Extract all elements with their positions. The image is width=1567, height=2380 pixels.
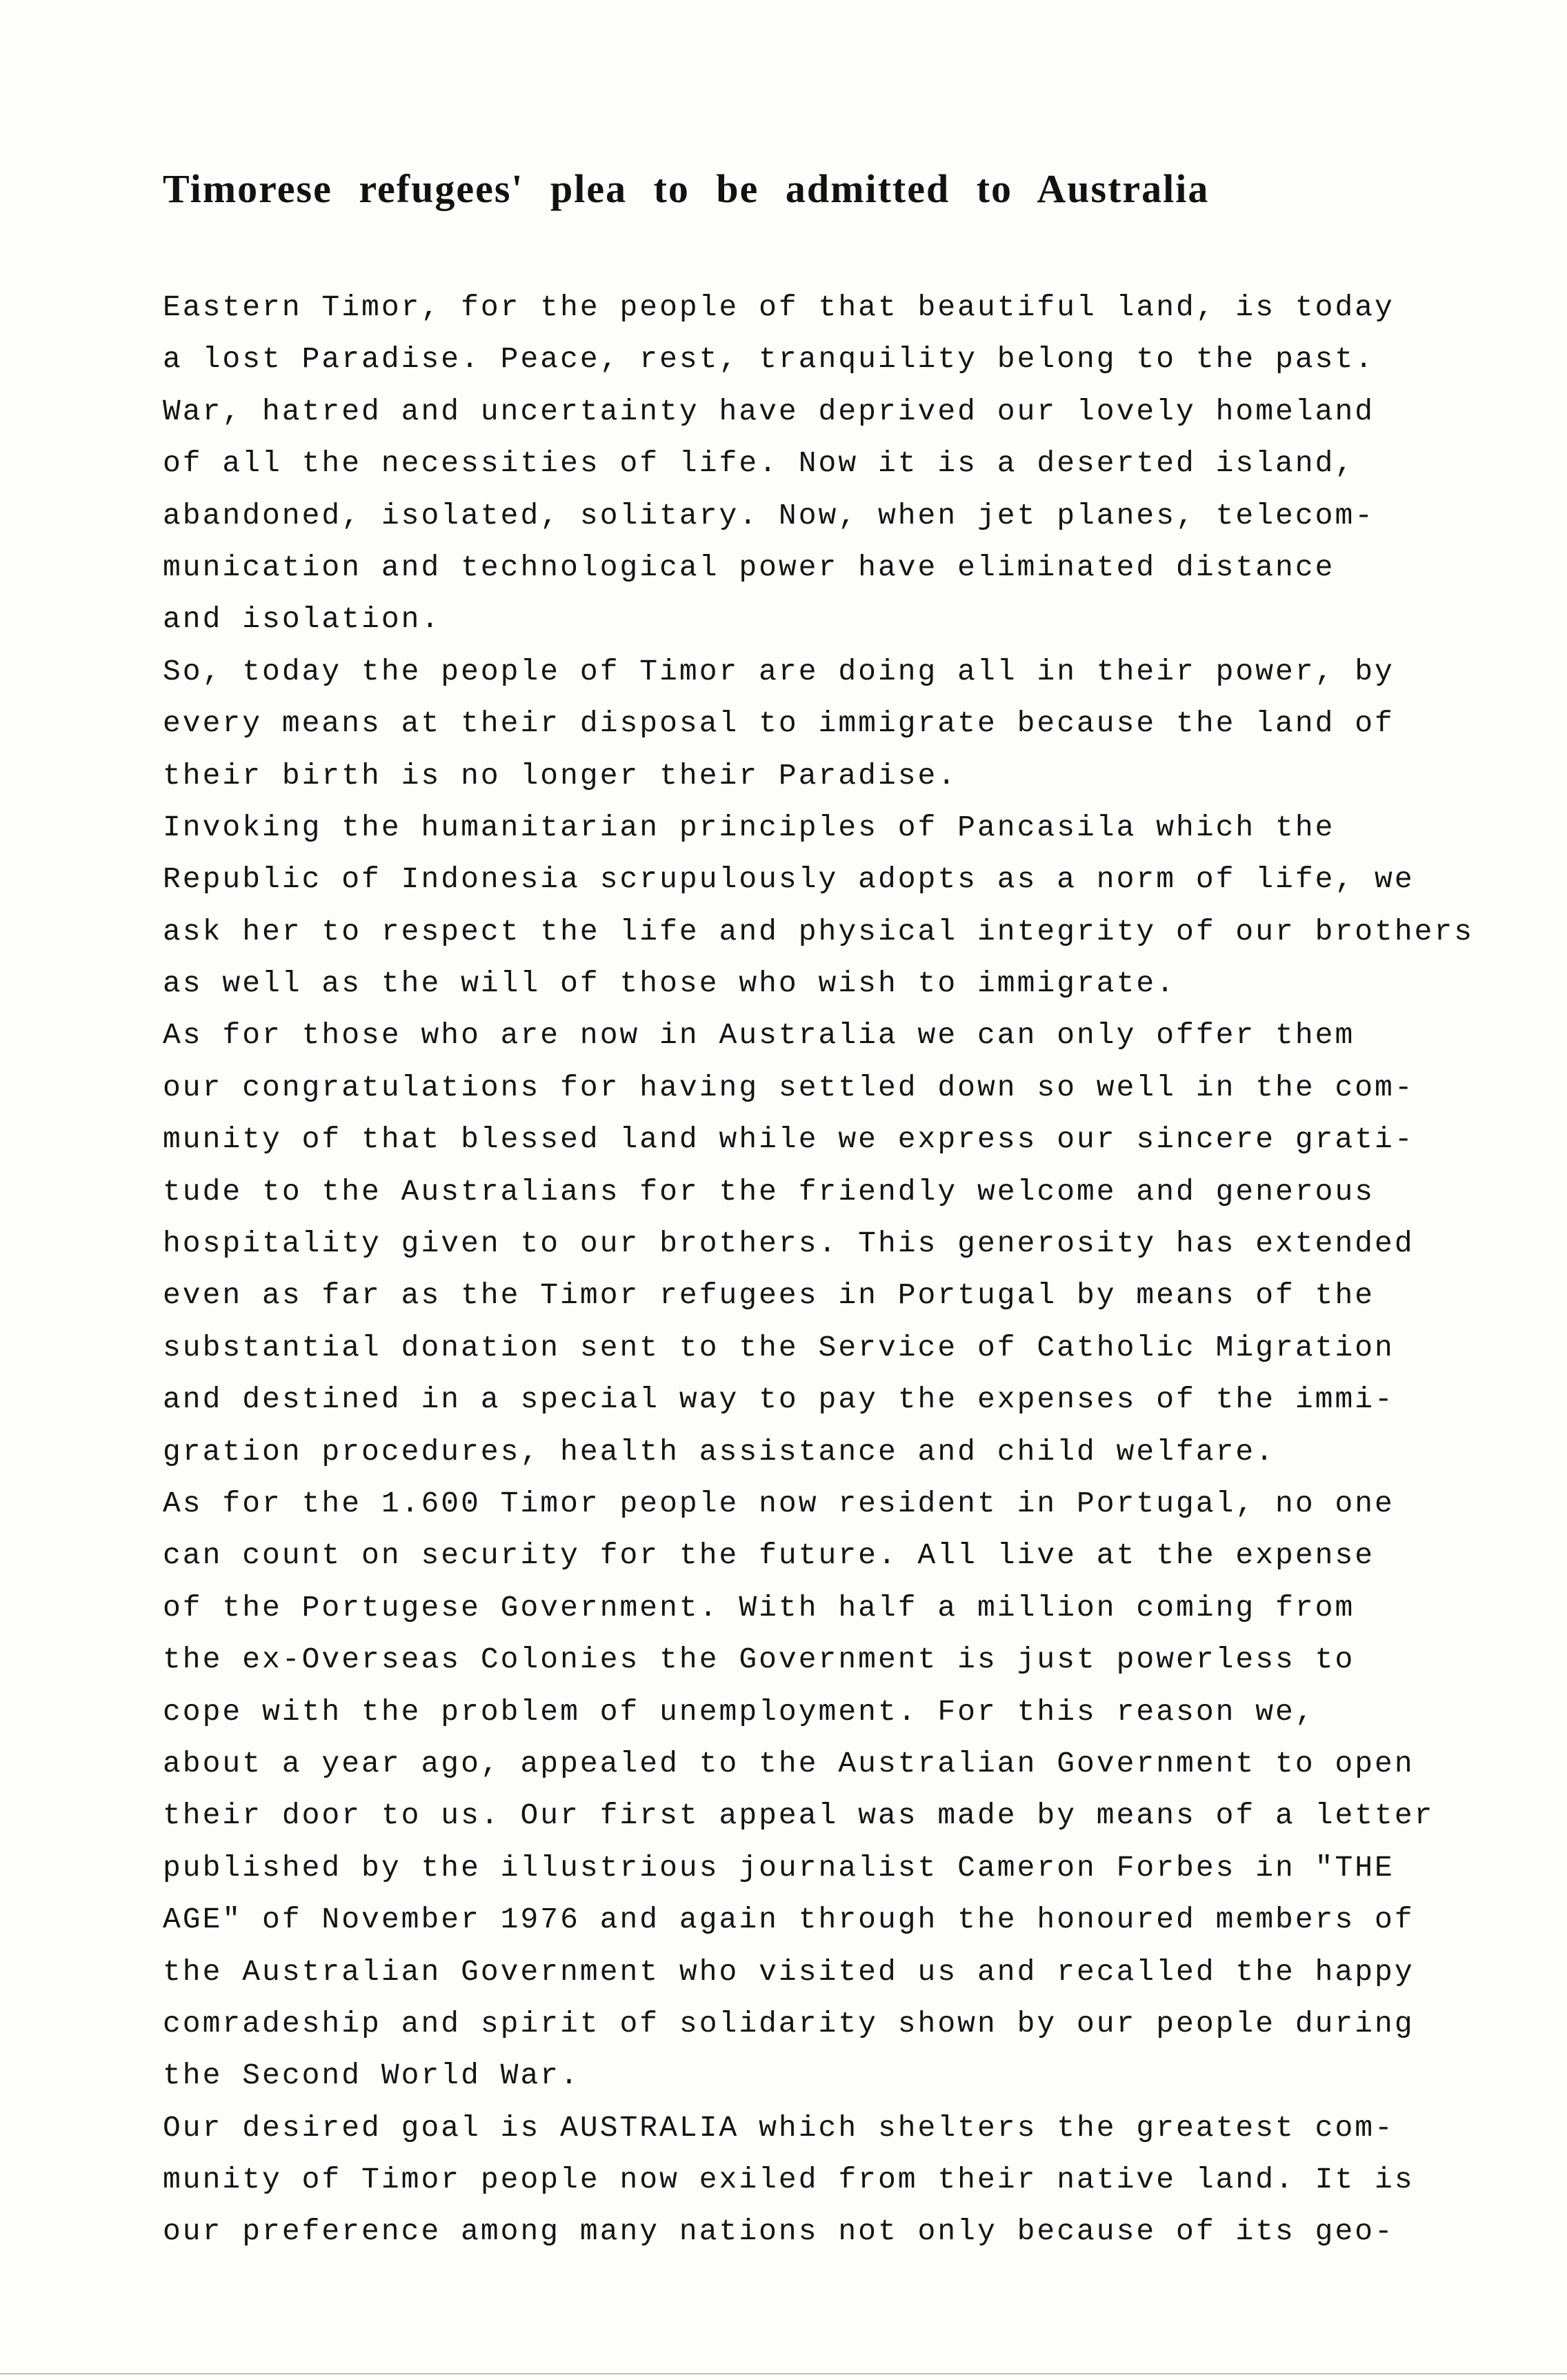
text-line: of all the necessities of life. Now it is a deserted island, [163, 446, 1355, 481]
text-line: every means at their disposal to immigrate because the land of [163, 706, 1395, 741]
text-line: the Australian Government who visited us and recalled the happy [163, 1954, 1415, 1989]
text-line: can count on security for the future. All live at the expense [163, 1538, 1375, 1573]
text-line: AGE" of November 1976 and again through the honoured members of [163, 1903, 1415, 1937]
text-line: the ex-Overseas Colonies the Government is just powerless to [163, 1643, 1355, 1677]
text-line: Our desired goal is AUSTRALIA which shelters the greatest com- [163, 2110, 1395, 2145]
text-line: our congratulations for having settled down so well in the com- [163, 1070, 1415, 1104]
text-line: substantial donation sent to the Service of Catholic Migration [163, 1330, 1395, 1365]
bottom-edge-rule [0, 2373, 1567, 2374]
text-line: of the Portugese Government. With half a million coming from [163, 1590, 1355, 1625]
text-line: gration procedures, health assistance and child welfare. [163, 1434, 1276, 1469]
article-body [163, 281, 1549, 2258]
text-line: As for the 1.600 Timor people now resident in Portugal, no one [163, 1486, 1395, 1520]
text-line: our preference among many nations not only because of its geo- [163, 2214, 1395, 2249]
text-line: as well as the will of those who wish to immigrate. [163, 966, 1177, 1001]
text-line: munity of that blessed land while we express our sincere grati- [163, 1122, 1415, 1157]
text-line: munication and technological power have eliminated distance [163, 550, 1335, 584]
text-line: hospitality given to our brothers. This generosity has extended [163, 1227, 1415, 1261]
text-line: the Second World War. [163, 2059, 580, 2093]
text-line: a lost Paradise. Peace, rest, tranquility belong to the past. [163, 342, 1375, 377]
text-line: abandoned, isolated, solitary. Now, when jet planes, telecom- [163, 498, 1375, 533]
text-line: Invoking the humanitarian principles of Pancasila which the [163, 810, 1335, 844]
text-line: even as far as the Timor refugees in Portugal by means of the [163, 1278, 1375, 1313]
text-line: munity of Timor people now exiled from their native land. It is [163, 2163, 1415, 2197]
text-line: their birth is no longer their Paradise. [163, 758, 958, 793]
text-line: Republic of Indonesia scrupulously adopts as a norm of life, we [163, 862, 1415, 897]
article-title: Timorese refugees' plea to be admitted to Australia [163, 166, 1210, 211]
text-line: So, today the people of Timor are doing all in their power, by [163, 654, 1395, 688]
text-line: comradeship and spirit of solidarity shown by our people during [163, 2006, 1415, 2041]
text-line: Eastern Timor, for the people of that beautiful land, is today [163, 290, 1395, 324]
text-line: about a year ago, appealed to the Australian Government to open [163, 1746, 1415, 1781]
text-line: published by the illustrious journalist Cameron Forbes in "THE [163, 1850, 1395, 1885]
text-line: As for those who are now in Australia we can only offer them [163, 1018, 1355, 1053]
text-line: ask her to respect the life and physical integrity of our brothers [163, 914, 1475, 949]
text-line: cope with the problem of unemployment. For this reason we, [163, 1694, 1315, 1729]
text-line: and isolation. [163, 602, 441, 637]
text-line: War, hatred and uncertainty have deprived our lovely homeland [163, 394, 1375, 428]
text-line: tude to the Australians for the friendly welcome and generous [163, 1174, 1375, 1209]
text-line: and destined in a special way to pay the expenses of the immi- [163, 1382, 1395, 1417]
text-line: their door to us. Our first appeal was made by means of a letter [163, 1798, 1435, 1833]
